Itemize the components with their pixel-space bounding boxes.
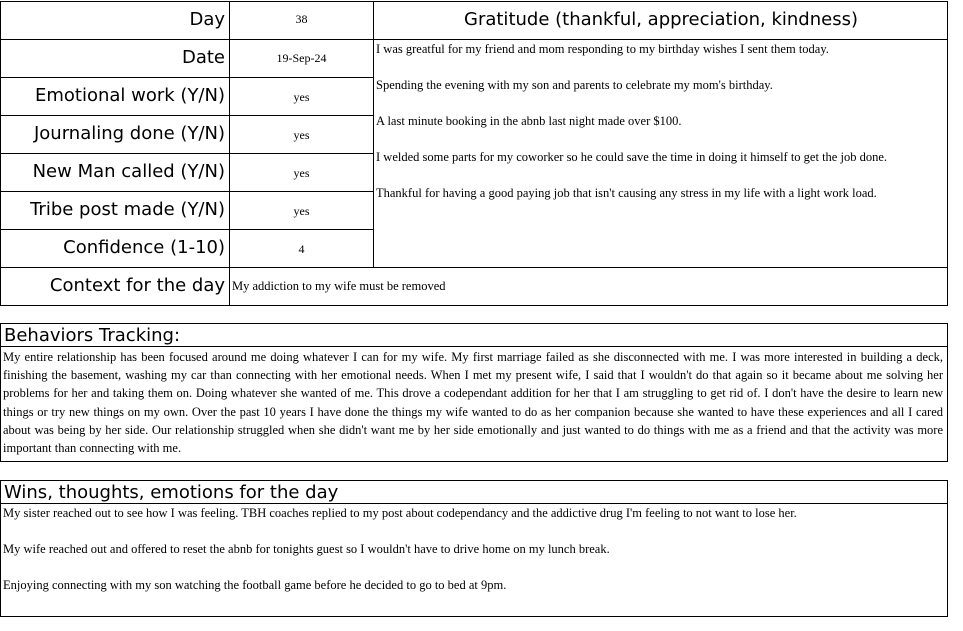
journaling-value: yes (293, 128, 310, 142)
wins-title: Wins, thoughts, emotions for the day (4, 482, 339, 503)
wins-item: My sister reached out to see how I was feeling. TBH coaches replied to my post about codependancy and the addictive drug I'm feeling to not want to lose her. (3, 506, 797, 520)
day-label: Day (189, 9, 225, 30)
wins-item: My wife reached out and offered to reset the abnb for tonights guest so I wouldn't have to drive home on my lunch break. (3, 542, 610, 556)
new-man-called-label: New Man called (Y/N) (32, 161, 225, 182)
context-value: My addiction to my wife must be removed (232, 279, 446, 293)
context-label: Context for the day (49, 275, 225, 296)
wins-item: Enjoying connecting with my son watching the football game before he decided to go to bed at 9pm. (3, 578, 507, 592)
gratitude-item: I welded some parts for my coworker so he could save the time in doing it himself to get the job done. (376, 150, 887, 164)
gratitude-title: Gratitude (thankful, appreciation, kindness) (464, 9, 858, 30)
behaviors-title: Behaviors Tracking: (4, 325, 181, 346)
journaling-label: Journaling done (Y/N) (33, 123, 225, 144)
date-value: 19-Sep-24 (276, 51, 327, 65)
tribe-post-value: yes (293, 204, 310, 218)
behaviors-header-line (0, 346, 948, 347)
gratitude-item: Thankful for having a good paying job that isn't causing any stress in my life with a light work load. (376, 186, 877, 200)
confidence-label: Confidence (1-10) (63, 237, 225, 258)
behaviors-text: My entire relationship has been focused around me doing whatever I can for my wife. My first marriage failed as she disconnected with me. I was more interested in building a deck, finishing the basement, washing my car than connecting with her emotional needs. When I met my present wife, I said that I wouldn't do that again so it became about me solving her problems for her and taking them on. Doing whatever she wanted of me. This drove a codependant addition for her that I am struggling to get rid of. I don't have the desire to learn new things or try new things on my own. Over the past 10 years I have done the things my wife wanted to do as her companion because she wanted to have these experiences and all I cared about was being by her side. Our relationship struggled when she didn't want me by her side emotionally and just wanted to do things with me as a friend and that the activity was more important than connecting with me. (3, 350, 943, 456)
wins-header-line (0, 503, 948, 504)
emotional-work-value: yes (293, 90, 310, 104)
emotional-work-label: Emotional work (Y/N) (34, 85, 225, 106)
gratitude-item: I was greatful for my friend and mom responding to my birthday wishes I sent them today. (376, 42, 829, 56)
day-value: 38 (295, 12, 308, 26)
summary-divider-value (373, 1, 374, 268)
date-label: Date (181, 47, 225, 68)
new-man-called-value: yes (293, 166, 310, 180)
tribe-post-label: Tribe post made (Y/N) (30, 199, 225, 220)
gratitude-item: A last minute booking in the abnb last night made over $100. (376, 114, 682, 128)
confidence-value: 4 (298, 242, 305, 256)
gratitude-header-line (373, 39, 948, 40)
gratitude-item: Spending the evening with my son and parents to celebrate my mom's birthday. (376, 78, 773, 92)
